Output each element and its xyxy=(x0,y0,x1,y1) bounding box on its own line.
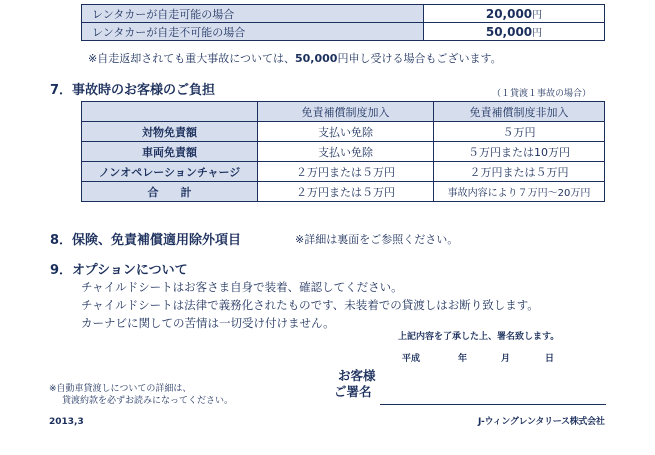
deposit-label-1: レンタカーが自走可能の場合 xyxy=(82,5,424,23)
table-row xyxy=(82,5,605,23)
section-9-title: 9．オプションについて xyxy=(50,263,188,278)
liability-table xyxy=(81,101,605,202)
date-month: 月 xyxy=(501,354,511,364)
signature-label-line-1: お客様 xyxy=(338,368,376,383)
deposit-table xyxy=(81,4,605,41)
deposit-label-2: レンタカーが自走不可能の場合 xyxy=(82,23,424,41)
option-line-3: カーナビに関しての苦情は一切受け付けません。 xyxy=(81,316,335,330)
column-header-not-joined: 免責補償制度非加入 xyxy=(434,102,605,122)
row-label: ノンオペレーションチャージ xyxy=(82,162,258,182)
cell-joined: ２万円または５万円 xyxy=(258,182,434,202)
section-7-title: 7．事故時のお客様のご負担 xyxy=(50,83,216,98)
signature-label-line-2: ご署名 xyxy=(334,384,372,399)
section-7-note: （１貸渡１事故の場合） xyxy=(492,89,592,99)
row-label: 合 計 xyxy=(82,182,258,202)
consent-text: 上記内容を了承した上、署名致します。 xyxy=(398,332,560,342)
table-row xyxy=(82,122,605,142)
cell-not-joined: ５万円 xyxy=(434,122,605,142)
cell-not-joined: ５万円または10万円 xyxy=(434,142,605,162)
cell-joined: ２万円または５万円 xyxy=(258,162,434,182)
section-8-title: 8．保険、免責補償適用除外項目 xyxy=(50,233,242,248)
table-row xyxy=(82,23,605,41)
section-8-note: ※詳細は裏面をご参照ください。 xyxy=(295,233,459,246)
date-day: 日 xyxy=(545,354,555,364)
table-corner xyxy=(82,102,258,122)
signature-line[interactable] xyxy=(380,404,606,405)
company-name: J-ウィングレンタリース株式会社 xyxy=(478,417,605,427)
option-line-1: チャイルドシートはお客さま自身で装着、確認してください。 xyxy=(81,280,403,294)
option-line-2: チャイルドシートは法律で義務化されたものです、未装着での貸渡しはお断り致します。 xyxy=(81,298,539,312)
table-row xyxy=(82,182,605,202)
deposit-note: ※自走返却されても重大事故については、50,000円申し受ける場合もございます。 xyxy=(88,52,502,65)
footer-note-line-2: 貸渡約款を必ずお読みになってください。 xyxy=(62,396,234,406)
cell-joined: 支払い免除 xyxy=(258,122,434,142)
footer-date: 2013,3 xyxy=(49,417,84,427)
cell-not-joined: 事故内容により７万円〜20万円 xyxy=(434,182,605,202)
date-era: 平成 xyxy=(402,354,421,364)
deposit-amount-1: 20,000円 xyxy=(424,5,605,23)
table-row xyxy=(82,162,605,182)
table-header-row xyxy=(82,102,605,122)
footer-note-line-1: ※自動車貸渡しについての詳細は、 xyxy=(49,384,192,394)
row-label: 対物免責額 xyxy=(82,122,258,142)
deposit-amount-2: 50,000円 xyxy=(424,23,605,41)
cell-not-joined: ２万円または５万円 xyxy=(434,162,605,182)
cell-joined: 支払い免除 xyxy=(258,142,434,162)
row-label: 車両免責額 xyxy=(82,142,258,162)
date-year: 年 xyxy=(458,354,468,364)
column-header-joined: 免責補償制度加入 xyxy=(258,102,434,122)
table-row xyxy=(82,142,605,162)
